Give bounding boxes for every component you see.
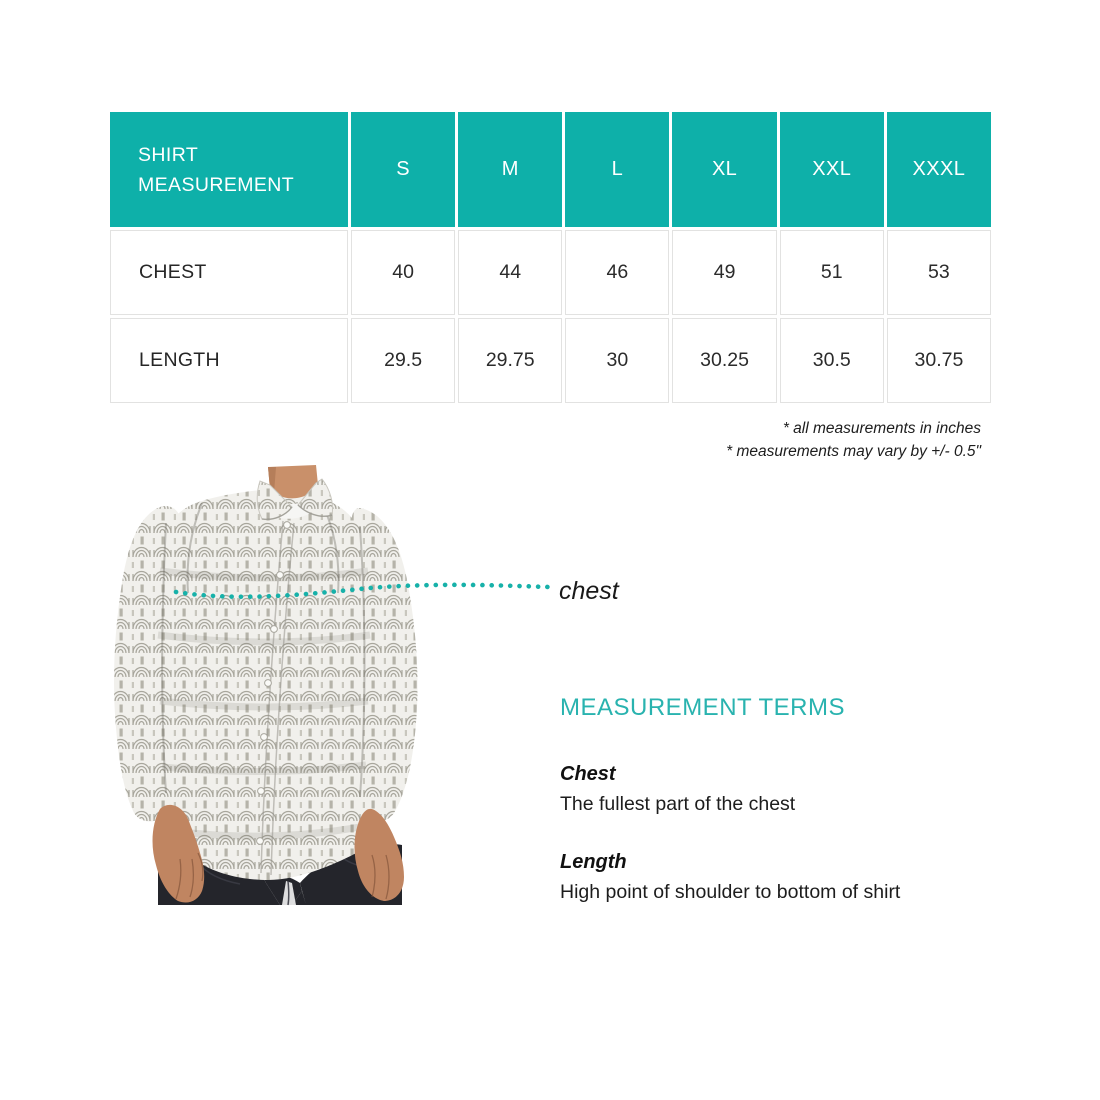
row-label-length: LENGTH (110, 318, 348, 403)
measurement-terms-heading: MEASUREMENT TERMS (560, 694, 845, 721)
footnote-inches: * all measurements in inches (782, 420, 981, 437)
size-header-l: L (565, 112, 669, 227)
chest-value-xxl: 51 (780, 230, 884, 315)
size-chart-table (110, 112, 991, 403)
size-header-xxxl: XXXL (887, 112, 991, 227)
term-name-chest: Chest (560, 763, 616, 785)
length-value-xl: 30.25 (672, 318, 776, 403)
model-neck (257, 465, 332, 519)
term-definition-chest: The fullest part of the chest (560, 793, 796, 815)
size-header-m: M (458, 112, 562, 227)
chest-line-label: chest (559, 577, 619, 605)
length-value-xxl: 30.5 (780, 318, 884, 403)
chest-value-m: 44 (458, 230, 562, 315)
term-item-chest (560, 760, 990, 818)
row-label-chest: CHEST (110, 230, 348, 315)
chest-value-l: 46 (565, 230, 669, 315)
measurement-terms-section (560, 694, 990, 906)
term-name-length: Length (560, 851, 627, 873)
length-value-l: 30 (565, 318, 669, 403)
table-corner-header (110, 112, 348, 227)
length-value-xxxl: 30.75 (887, 318, 991, 403)
size-header-s: S (351, 112, 455, 227)
corner-label-line2: MEASUREMENT (138, 173, 295, 196)
length-value-m: 29.75 (458, 318, 562, 403)
shirt-model-image (110, 463, 450, 908)
length-value-s: 29.5 (351, 318, 455, 403)
term-definition-length: High point of shoulder to bottom of shirt (560, 881, 901, 903)
term-item-length (560, 848, 990, 906)
chest-value-xl: 49 (672, 230, 776, 315)
size-header-xxl: XXL (780, 112, 884, 227)
size-header-xl: XL (672, 112, 776, 227)
shirt-model-illustration (110, 463, 450, 908)
chest-value-s: 40 (351, 230, 455, 315)
chest-measure-line (170, 578, 555, 608)
footnote-tolerance: * measurements may vary by +/- 0.5" (726, 443, 981, 460)
footnotes (600, 417, 981, 463)
corner-label-line1: SHIRT (138, 143, 199, 166)
chest-value-xxxl: 53 (887, 230, 991, 315)
